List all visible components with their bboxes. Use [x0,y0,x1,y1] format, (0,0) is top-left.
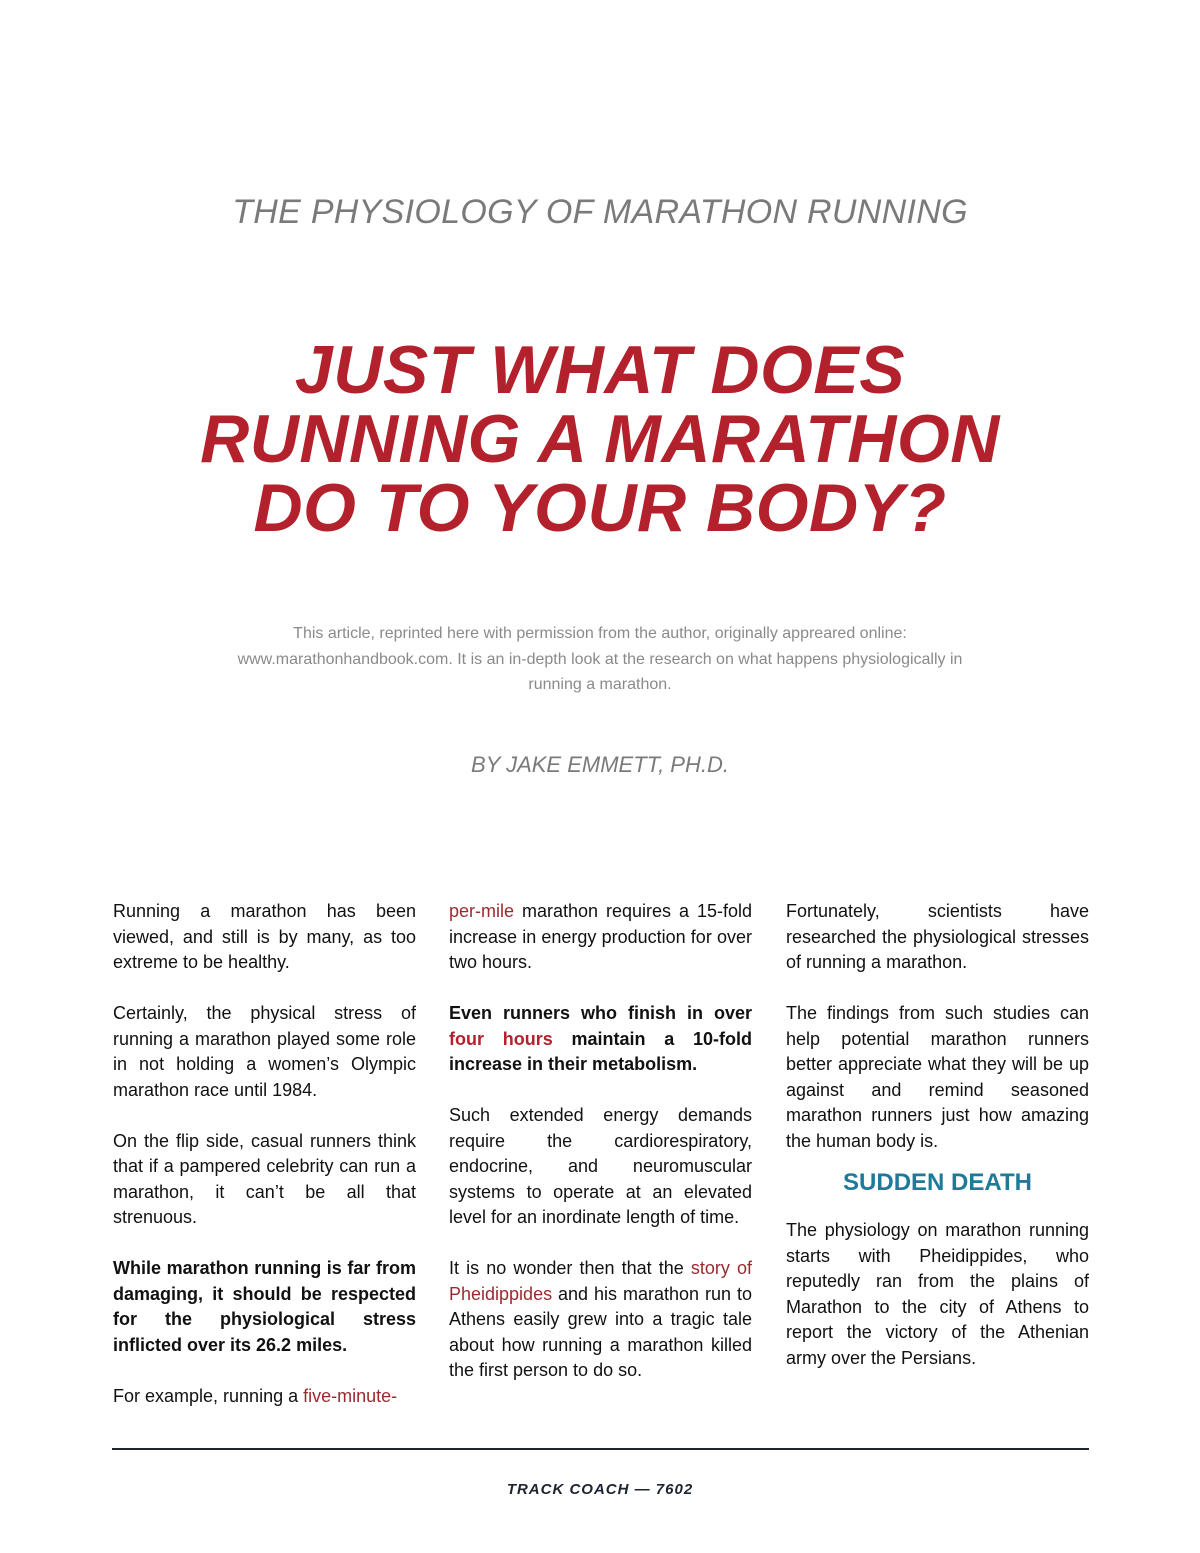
section-heading-sudden-death: SUDDEN DEATH [843,1169,1032,1196]
paragraph-text: and his marathon run to Athens easily grew into a tragic tale about how running a marathon killed the first person to do so. [449,1283,752,1380]
footer-divider [112,1448,1089,1450]
bold-paragraph [449,1001,752,1078]
page-footer: TRACK COACH — 7602 [506,1481,694,1498]
headline-line-1: JUST WHAT DOES [294,332,906,408]
headline-line-2: RUNNING A MARATHON [200,401,1000,477]
per-mile-link[interactable]: per-mile [449,901,515,921]
four-hours-link[interactable]: four hours [449,1028,553,1049]
paragraph: Such extended energy demands require the cardiorespiratory, endocrine, and neuromuscular systems to operate at an elevated level for an inordinate length of time. [449,1105,752,1227]
paragraph-text: For example, running a [113,1385,304,1406]
column-1 [113,899,416,1435]
bold-paragraph: While marathon running is far from damaging, it should be respected for the physiological stress inflicted over its 26.2 miles. [113,1258,416,1355]
paragraph-text: marathon requires a 15-fold increase in energy production for over two hours. [449,901,752,972]
paragraph [449,899,752,976]
paragraph-text: maintain a 10-fold increase in their metabolism. [449,1028,752,1074]
paragraph: Certainly, the physical stress of running a marathon played some role in not holding a women’s Olympic marathon race until 1984. [113,1003,416,1100]
story-of-pheidippides-link[interactable]: story of Pheidippides [449,1258,752,1304]
section-kicker: THE PHYSIOLOGY OF MARATHON RUNNING [232,193,968,231]
article-intro: This article, reprinted here with permission from the author, originally appreared online: www.marathonhandbook.com. It is an in-depth look at the research on what happens physiologically in running a marathon. [237,625,963,693]
headline-line-3: DO TO YOUR BODY? [253,470,947,546]
paragraph-text: It is no wonder then that the [449,1258,691,1278]
paragraph-text: Even runners who finish in over [449,1003,752,1023]
column-3 [786,899,1089,1397]
paragraph: On the flip side, casual runners think that if a pampered celebrity can run a marathon, it can’t be all that strenuous. [113,1130,416,1227]
article-headline [0,332,1200,546]
paragraph: The findings from such studies can help potential marathon runners better appreciate what they will be up against and remind seasoned marathon runners just how amazing the human body is. [786,1003,1089,1151]
paragraph [113,1384,416,1410]
paragraph: Fortunately, scientists have researched the physiological stresses of running a marathon. [786,901,1089,972]
five-minute-link[interactable]: five-minute- [303,1385,398,1406]
column-2 [449,899,752,1409]
paragraph: Running a marathon has been viewed, and still is by many, as too extreme to be healthy. [113,901,416,972]
paragraph: The physiology on marathon running starts with Pheidippides, who reputedly ran from the plains of Marathon to the city of Athens to report the victory of the Athenian army over the Persians. [786,1220,1089,1368]
author-byline: BY JAKE EMMETT, PH.D. [471,752,729,777]
paragraph [449,1256,752,1384]
